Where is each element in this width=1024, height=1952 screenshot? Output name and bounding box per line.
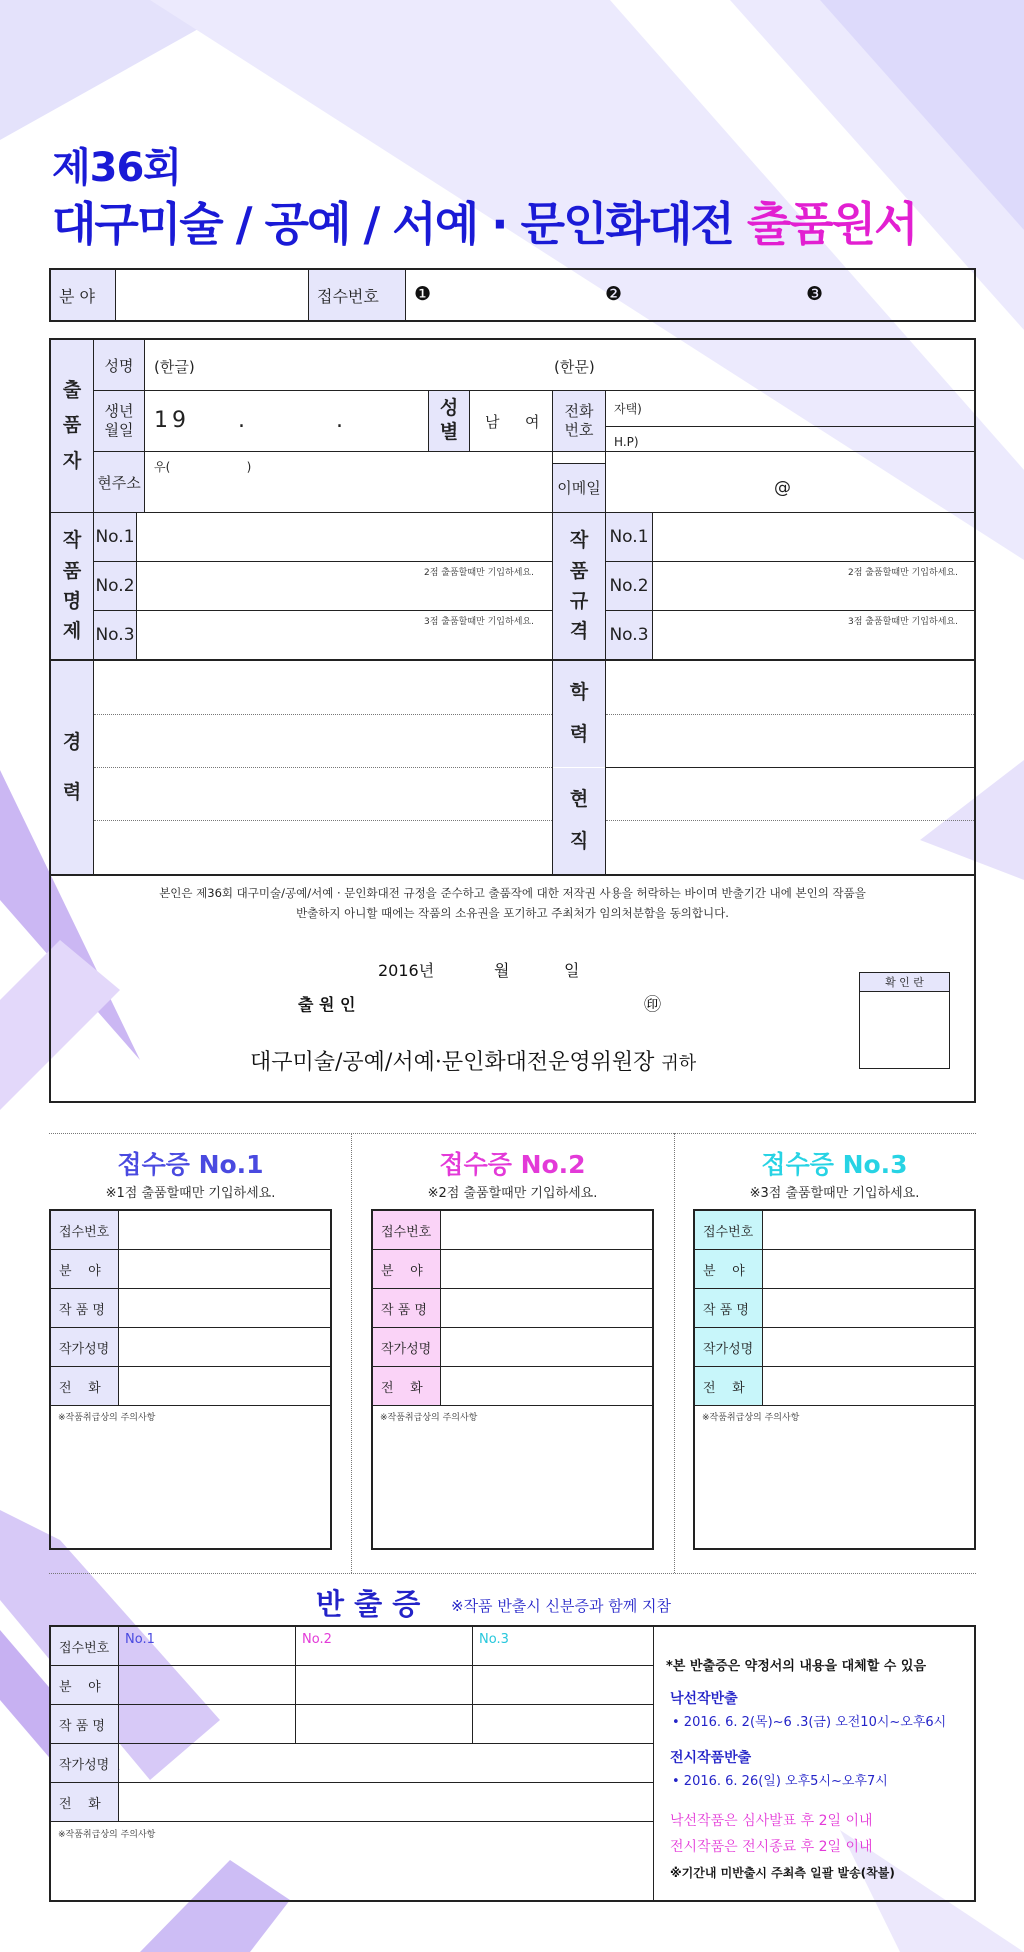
birth-label: 생년월일 — [94, 391, 144, 451]
release-exhibit-title: 전시작품반출 — [670, 1750, 752, 1766]
release-title: 반 출 증 — [316, 1587, 421, 1621]
receipt-1-label-work: 작 품 명 — [51, 1289, 118, 1327]
receipt-marker-1: ❶ — [414, 283, 432, 305]
name-label: 성명 — [94, 340, 144, 390]
phone-mobile-field[interactable]: H.P) — [614, 435, 639, 449]
receipt-3-label-artist: 작가성명 — [695, 1328, 762, 1366]
release-deadline-2: 전시작품은 전시종료 후 2일 이내 — [670, 1839, 873, 1855]
date-year: 2016년 — [378, 961, 435, 980]
address-label: 현주소 — [94, 452, 144, 512]
receipt-1-label-artist: 작가성명 — [51, 1328, 118, 1366]
education-label: 학 력 — [553, 661, 605, 767]
work-title-no2-label: No.2 — [94, 562, 136, 610]
receipt-1-label-field: 분 야 — [51, 1250, 118, 1288]
work-title-note-2: 2점 출품할때만 기입하세요. — [424, 568, 534, 578]
receipt-1-note: ※1점 출품할때만 기입하세요. — [105, 1186, 276, 1201]
work-spec-note-2: 2점 출품할때만 기입하세요. — [848, 568, 958, 578]
field-label-cell — [51, 270, 115, 320]
work-title-note-3: 3점 출품할때만 기입하세요. — [424, 617, 534, 627]
receipt-3-title: 접수증 No.3 — [761, 1150, 908, 1179]
release-fail-detail: • 2016. 6. 2(목)~6 .3(금) 오전10시~오후6시 — [672, 1715, 947, 1730]
release-label-artist: 작가성명 — [51, 1744, 118, 1782]
work-title-no3-label: No.3 — [94, 611, 136, 659]
release-label-field: 분 야 — [51, 1666, 118, 1704]
release-subtitle: ※작품 반출시 신분증과 함께 지참 — [451, 1597, 672, 1615]
release-label-receipt-no: 접수번호 — [51, 1627, 118, 1665]
receipt-number-label-cell — [309, 270, 405, 320]
release-col-no1: No.1 — [125, 1632, 155, 1647]
work-title-no1-label: No.1 — [94, 513, 136, 561]
current-job-label: 현 직 — [553, 768, 605, 874]
name-hanja-field[interactable]: (한문) — [554, 358, 595, 376]
application-form — [49, 338, 976, 1103]
work-spec-section-label: 작 품 규 격 — [553, 513, 605, 659]
release-label-work: 작 품 명 — [51, 1705, 118, 1743]
release-col-no3: No.3 — [479, 1632, 509, 1647]
receipt-1-label-receipt-no: 접수번호 — [51, 1211, 118, 1249]
career-section-label: 경 력 — [51, 661, 93, 874]
receipt-marker-3: ❸ — [806, 283, 824, 305]
seal-mark: ㊞ — [644, 995, 661, 1015]
gender-label: 성별 — [429, 391, 469, 451]
phone-label: 전화번호 — [553, 391, 605, 451]
recipient-line — [250, 1045, 696, 1076]
receipt-2-note: ※2점 출품할때만 기입하세요. — [427, 1186, 598, 1201]
receipt-1-label-phone: 전 화 — [51, 1367, 118, 1405]
receipt-3-label-receipt-no: 접수번호 — [695, 1211, 762, 1249]
release-footer: ※기간내 미반출시 주최측 일괄 발송(착불) — [670, 1866, 895, 1880]
title-accent: 출품원서 — [746, 197, 917, 251]
birth-dot-1: . — [238, 408, 245, 433]
receipt-marker-2: ❷ — [605, 283, 623, 305]
work-spec-no1-label: No.1 — [606, 513, 652, 561]
receipt-3-note: ※3점 출품할때만 기입하세요. — [749, 1186, 920, 1201]
receipt-2-title: 접수증 No.2 — [439, 1150, 586, 1179]
recipient-name: 대구미술/공예/서예·문인화대전운영위원장 — [250, 1050, 655, 1075]
gender-female-option[interactable]: 여 — [525, 413, 540, 431]
declaration-line-2: 반출하지 아니할 때에는 작품의 소유권을 포기하고 주최처가 임의처분함을 동의합니다. — [296, 906, 729, 920]
phone-home-field[interactable]: 자택) — [614, 402, 642, 416]
field-input[interactable] — [116, 270, 308, 320]
receipt-3-label-phone: 전 화 — [695, 1367, 762, 1405]
title-edition: 제36회 — [52, 145, 181, 191]
release-caution: ※작품취급상의 주의사항 — [58, 1830, 156, 1840]
applicant-section-label: 출 품 자 — [51, 340, 93, 512]
receipt-2-label-artist: 작가성명 — [373, 1328, 440, 1366]
birth-year-field[interactable]: 19 — [154, 408, 190, 433]
date-month: 월 — [494, 961, 510, 980]
page-title — [52, 188, 917, 254]
declaration-line-1: 본인은 제36회 대구미술/공예/서예 · 문인화대전 규정을 준수하고 출품작에 대한 저작권 사용을 허락하는 바이며 반출기간 내에 본인의 작품을 — [159, 886, 866, 900]
date-day: 일 — [564, 961, 580, 980]
receipt-3-label-field: 분 야 — [695, 1250, 762, 1288]
receipt-2-label-phone: 전 화 — [373, 1367, 440, 1405]
title-main: 대구미술 / 공예 / 서예 · 문인화대전 — [52, 197, 733, 251]
work-spec-note-3: 3점 출품할때만 기입하세요. — [848, 617, 958, 627]
receipt-2-label-work: 작 품 명 — [373, 1289, 440, 1327]
address-postal-field[interactable]: 우( ) — [154, 460, 252, 474]
email-label: 이메일 — [553, 463, 605, 512]
email-field[interactable]: @ — [774, 478, 791, 498]
recipient-suffix: 귀하 — [661, 1053, 697, 1074]
receipt-3-caution: ※작품취급상의 주의사항 — [702, 1413, 800, 1423]
receipt-2-label-field: 분 야 — [373, 1250, 440, 1288]
receipt-3-label-work: 작 품 명 — [695, 1289, 762, 1327]
name-korean-field[interactable]: (한글) — [154, 358, 195, 376]
release-exhibit-detail: • 2016. 6. 26(일) 오후5시~오후7시 — [672, 1774, 888, 1789]
release-fail-title: 낙선작반출 — [670, 1691, 738, 1707]
receipt-1-caution: ※작품취급상의 주의사항 — [58, 1413, 156, 1423]
release-deadline-1: 낙선작품은 심사발표 후 2일 이내 — [670, 1813, 873, 1829]
field-label: 분 야 — [59, 286, 95, 306]
release-info-header: *본 반출증은 약정서의 내용을 대체할 수 있음 — [666, 1659, 926, 1674]
work-spec-no3-label: No.3 — [606, 611, 652, 659]
applicant-signature-label: 출 원 인 — [298, 995, 356, 1014]
work-spec-no2-label: No.2 — [606, 562, 652, 610]
release-col-no2: No.2 — [302, 1632, 332, 1647]
receipt-1-title: 접수증 No.1 — [117, 1150, 264, 1179]
receipt-number-label: 접수번호 — [317, 286, 379, 306]
confirm-label: 확 인 란 — [860, 973, 949, 992]
gender-male-option[interactable]: 남 — [485, 413, 500, 431]
release-label-phone: 전 화 — [51, 1783, 118, 1821]
birth-dot-2: . — [336, 408, 343, 433]
receipt-2-caution: ※작품취급상의 주의사항 — [380, 1413, 478, 1423]
receipt-2-label-receipt-no: 접수번호 — [373, 1211, 440, 1249]
work-title-section-label: 작 품 명 제 — [51, 513, 93, 659]
